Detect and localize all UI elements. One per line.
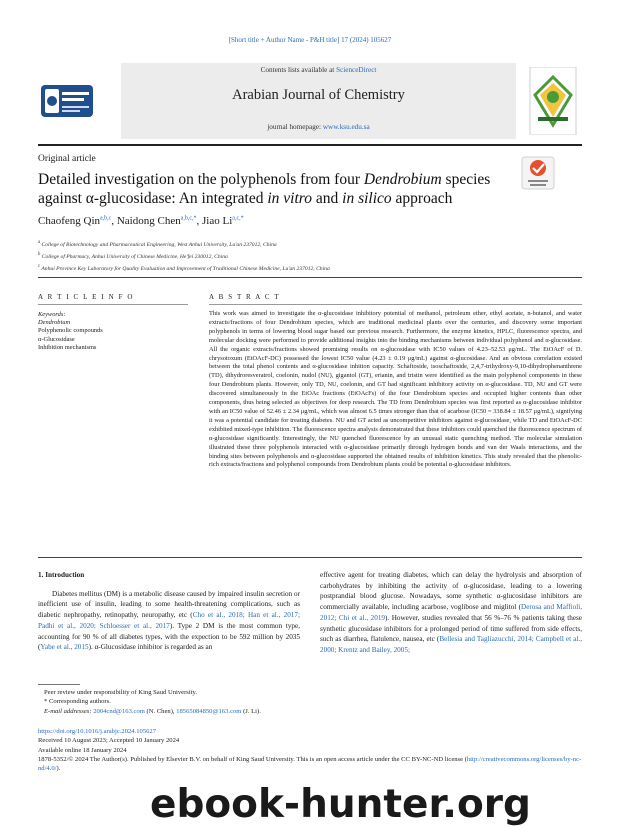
homepage-line [121, 123, 516, 131]
affiliation-text: Anhui Province Key Laboratory for Quality Evaluation and Improvement of Traditional Chinese Medicine, Lu'an 237012, China [41, 265, 330, 272]
journal-banner [121, 63, 516, 139]
section-rule [38, 277, 582, 278]
citation-link[interactable]: Derosa and Maffioli, 2012; Chi et al., 2019 [320, 603, 582, 622]
affiliation [38, 262, 330, 274]
intro-text: ). However, studies revealed that 56 %–76 % patients taking these synthetic glucosidase inhibitors for a prolonged period of time suffered from side effects, such as diarrhea, flatulence, nausea, etc ( [320, 613, 582, 644]
affiliation-text: College of Biotechnology and Pharmaceutical Engineering, West Anhui University, Lu'an 237012, China [41, 241, 277, 248]
title-italic: in vitro [267, 190, 313, 207]
intro-text: Diabetes mellitus (DM) is a metabolic disease caused by impaired insulin secretion or inefficient use of insulin, leading to some health-threatening complications, such as diabetic nephropathy, retinopathy, neuropathy, etc ( [38, 589, 300, 620]
intro-right-column [320, 570, 582, 656]
received-dates: Received 10 August 2023; Accepted 10 January 2024 [38, 737, 180, 745]
author-name[interactable]: Chaofeng Qin [38, 215, 101, 227]
footnote-rule [38, 684, 80, 685]
email-link[interactable]: 18565084850@163.com [176, 707, 242, 715]
intro-text: ). Type 2 DM is the most common type, accounting for 90 % of all diabetes types, with the expection to be 592 million by 2035 ( [38, 621, 300, 652]
author-name[interactable]: Naidong Chen [116, 215, 181, 227]
keyword: Polyphenolic compounds [38, 327, 103, 335]
citation-link[interactable]: Yabe et al., 2015 [40, 643, 89, 652]
affiliation-sup: b [38, 251, 41, 257]
affiliation [38, 238, 330, 250]
contents-prefix: Contents lists available at [260, 66, 337, 74]
author-affil-sup[interactable]: a,b,c [100, 215, 112, 222]
keyword: α-Glucosidase [38, 335, 75, 343]
affiliation [38, 250, 330, 262]
abstract-label: A B S T R A C T [209, 293, 281, 301]
abstract-text: This work was aimed to investigate the α-glucosidase inhibitory potential of methanol, petroleum ether, ethyl acetate, n-butanol, and water extracts/fractions of four Dendrobium species, which are traditional medicinal plants over the centuries, and discovery some important polyphenols in terms of lowering blood sugar based our previous research. Furthermore, the enzyme kinetics, HPLC, fluorescence spectra, and molecular docking were performed to provide additional insights into the binding mechanisms between individual polyphenol and α-glucosidase. All the organic extracts/fractions showed promising results on α-glucosidase with IC50 values of 4.23–52.53 μg/mL. The EtOAcF of D. chrysotoxum (EtOAcF-DC) possessed the lowest IC50 value (4.23 ± 0.19 μg/mL) against α-glucosidase. And an obvious correlation existed between the total phenol contents and α-glucosidase inhition capacity. Schaftoside, isoschaftoside, 2,4,7-trihydroxy-9,10-dihydrophenanthrene (TD), dihydroresveratrol, coelonin, nudol (NU), gigantol (GT), erianin, and tristin were identified as the main polyphenol components in these four Dendrobium plants. However, only TD, NU, coelonin, and GT had significant inhibitory activity on α-glucosidase. TD, NU and GT were discovered simultaneously in the EtOAc fractions (EtOAcFs) of the four Dendrobium species and occupied higher contents than other components, thus being selected as objectives for deep research. The TD from Dendrobium species was first reported as α-glucosidase inhibitor with an IC50 value of 52.46 ± 2.34 μg/mL, which was almost 6.5 times stronger than that of acarbose (IC50 = 338.84 ± 18.57 μg/mL), signifying it was a potential candidate for treating diabetes. NU and GT acted as uncompetitive inhibitors against α-glucosidase, while TD and EtOAcF-DC exhibited mixed-type inhibition. The fluorescence spectra analysis demonstrated that these inhibitors could quenched the fluorescence spectrum of α-glucosidase significantly. Interestingly, the NU quenched fluorescence by an unusual static quenching method. The molecular simulation illustrated these three polyphenols interacted with α-glucosidase primarily through hydrogen bonds and van der Waals interactions, and the binding sites between polyphenols and α-glucosidase supported the obtained results of inhibition kinetics. This study revealed that the phenolic-rich extracts/fractions and polyphenol compounds from Dendrobium plants could be potential α-glucosidase inhibitors. [209, 310, 582, 469]
author-list: Chaofeng Qin$^{a,b,c}$, Naidong Chen$^{a,b,c,*}$, Jiao $Li^{a,c,*}$ [38, 215, 244, 227]
title-part: and [312, 190, 343, 207]
publication-info [38, 727, 582, 773]
keywords-heading: Keywords: [38, 311, 66, 318]
license-text: 1878-5352/© 2024 The Author(s). Published by Elsevier B.V. on behalf of King Saud University. This is an open access article under the CC BY-NC-ND license ( [38, 755, 467, 763]
intro-left-column [38, 570, 300, 653]
license-statement [38, 755, 582, 774]
intro-paragraph [38, 589, 300, 653]
abstract-end-rule [38, 557, 582, 558]
intro-paragraph [320, 570, 582, 656]
journal-name: Arabian Journal of Chemistry [232, 87, 405, 103]
title-part: approach [391, 190, 453, 207]
homepage-link[interactable]: www.ksu.edu.sa [322, 123, 370, 131]
citation-link[interactable]: Bellesia and Tagliazucchi, 2014; Campbell et al., 2000; Krentz and Bailey, 2005; [320, 635, 582, 654]
available-online: Available online 18 January 2024 [38, 746, 127, 754]
title-part: Detailed investigation on the polyphenols from four [38, 171, 364, 188]
title-italic: in silico [342, 190, 392, 207]
keyword: Inhibition mechanisms [38, 343, 97, 351]
email-owner: (N. Chen), [144, 707, 177, 715]
sciencedirect-link[interactable]: ScienceDirect [336, 66, 377, 74]
article-info-label: A R T I C L E I N F O [38, 293, 135, 301]
keyword: Dendrobium [38, 319, 71, 327]
citation-link[interactable]: Cho et al., 2018; Han et al., 2017; Padhi et al., 2020; Schloesser et al., 2017 [38, 611, 300, 630]
article-type: Original article [38, 154, 96, 164]
author-affil-sup[interactable]: a,c,* [232, 215, 244, 222]
affiliation-sup: c [38, 263, 41, 269]
author-affil-sup[interactable]: a,b,c,* [180, 215, 197, 222]
footnotes [44, 688, 261, 716]
email-owner: (J. Li). [241, 707, 261, 715]
keywords-block [38, 311, 103, 352]
intro-text: ). α-Glucosidase inhibitor is regarded as an [88, 643, 213, 652]
email-label: E-mail addresses: [44, 707, 94, 715]
article-info-rule [38, 304, 188, 305]
doi-link[interactable]: https://doi.org/10.1016/j.arabjc.2024.105627 [38, 728, 157, 735]
license-text: ). [56, 765, 61, 773]
king-saud-university-logo [38, 77, 96, 125]
affiliation-sup: a [38, 240, 41, 245]
journal-header [38, 63, 582, 139]
affiliation-text: College of Pharmacy, Anhui University of Chinese Medicine, He'fei 230012, China [41, 253, 228, 260]
corresponding-note: * Corresponding authors. [44, 698, 111, 706]
license-link[interactable]: http://creativecommons.org/licenses/by-nc-nd/4.0/ [38, 755, 582, 773]
peer-review-note: Peer review under responsibility of King Saud University. [44, 689, 198, 696]
section-heading: 1. Introduction [38, 571, 85, 579]
check-for-updates-icon[interactable] [520, 155, 556, 191]
author-name[interactable]: Jiao Li [202, 215, 233, 227]
watermark-text: ebook-hunter.org [150, 782, 531, 827]
intro-text: effective agent for treating diabetes, which can delay the hydrolysis and absorption of carbohydrates by inhibiting the activity of α-glucosidase, leading to a lowering postprandial blood glucose. Nowadays, some synthetic α-glucosidase inhibitors are commercially available, including acarbose, voglibose and miglitol ( [320, 571, 582, 612]
article-title [38, 170, 508, 208]
email-link[interactable]: 2004cnd@163.com [93, 707, 145, 715]
title-part: species against α-glucosidase: An integrated [38, 171, 491, 207]
email-note [44, 707, 261, 716]
journal-cover-logo [524, 67, 582, 135]
header-rule [38, 144, 582, 146]
homepage-prefix: journal homepage: [267, 123, 323, 131]
affiliations [38, 238, 330, 274]
abstract-rule [209, 304, 582, 305]
running-head[interactable]: [Short title + Author Name - P&H title] 17 (2024) 105627 [228, 36, 392, 44]
title-italic: Dendrobium [363, 171, 442, 188]
contents-line [121, 66, 516, 74]
